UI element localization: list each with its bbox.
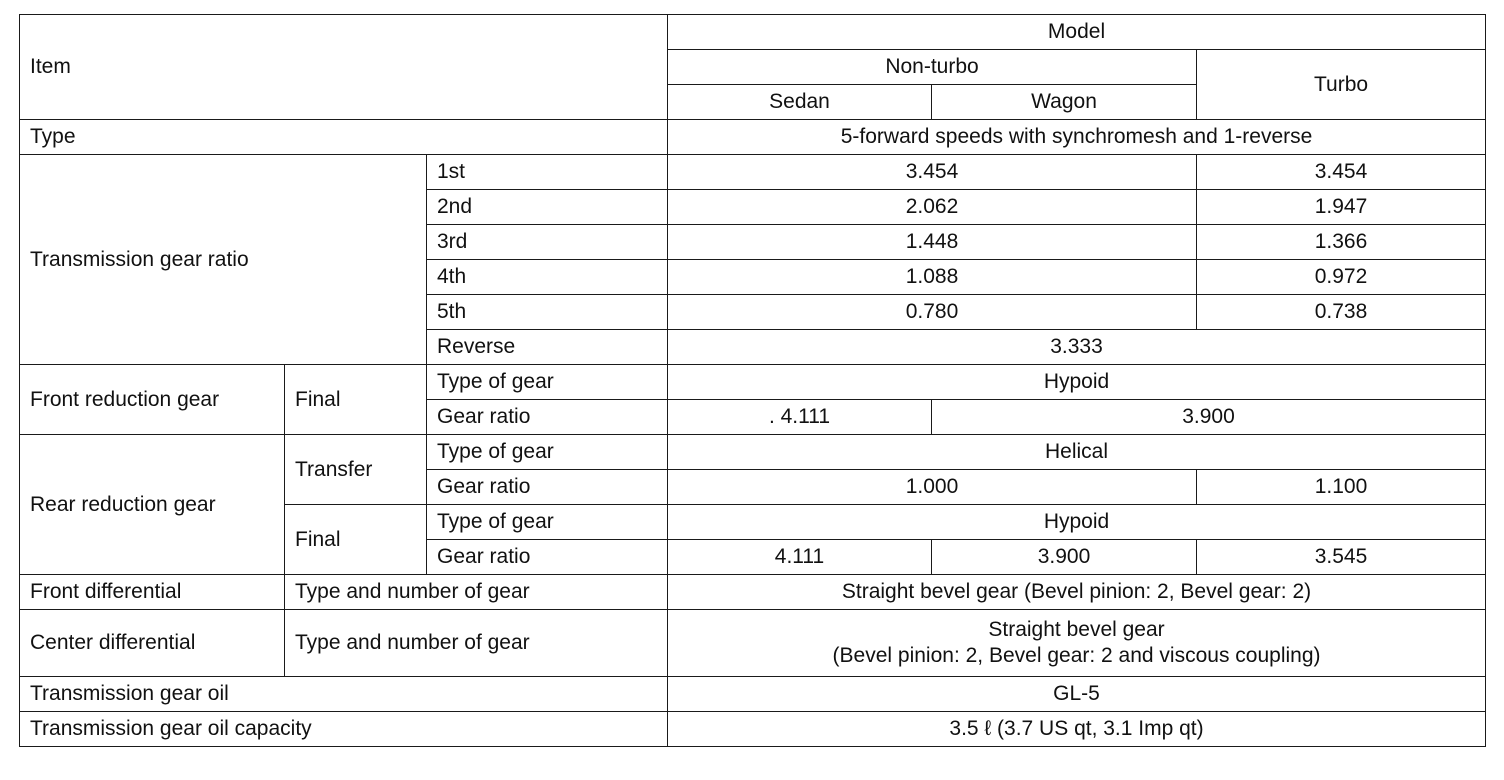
gear-name-cell [427, 190, 668, 225]
header-non-turbo-label: Non-turbo [885, 55, 979, 78]
front-type-of-gear-label-cell [427, 365, 668, 400]
gear-non-turbo-cell [668, 190, 1197, 225]
gear-oil-label-cell [20, 677, 668, 712]
header-non-turbo-cell [668, 50, 1197, 85]
center-differential-label: Center differential [30, 631, 196, 654]
rear-final-type-label-cell [427, 505, 668, 540]
front-differential-value-cell [668, 575, 1486, 610]
gear-oil-capacity-value-cell [668, 712, 1486, 747]
rear-final-cell [285, 505, 427, 575]
reverse-label: Reverse [437, 335, 516, 358]
gear-non-turbo-value: 1.448 [905, 230, 959, 253]
gear-oil-capacity-value: 3.5 ℓ (3.7 US qt, 3.1 Imp qt) [949, 717, 1204, 740]
front-gear-ratio-other-cell [932, 400, 1486, 435]
rear-final-type-value-cell [668, 505, 1486, 540]
gear-non-turbo-value: 1.088 [905, 265, 959, 288]
gear-turbo-value: 3.454 [1314, 160, 1368, 183]
front-gear-ratio-other: 3.900 [1182, 405, 1235, 428]
gear-name: 2nd [437, 195, 473, 218]
gear-oil-capacity-label-cell [20, 712, 668, 747]
gear-non-turbo-value: 3.454 [905, 160, 959, 183]
rear-final-ratio-sedan: 4.111 [774, 545, 825, 568]
front-type-of-gear-value-cell [668, 365, 1486, 400]
gear-turbo-value: 1.366 [1314, 230, 1368, 253]
gear-turbo-cell [1197, 155, 1486, 190]
rear-transfer-ratio-turbo-cell [1197, 470, 1486, 505]
front-gear-ratio-label: Gear ratio [437, 405, 531, 428]
front-reduction-label: Front reduction gear [30, 387, 220, 411]
rear-final-ratio-label: Gear ratio [437, 545, 531, 568]
gear-oil-value: GL-5 [1053, 682, 1100, 705]
gear-name-cell [427, 155, 668, 190]
rear-final-type-label: Type of gear [437, 510, 554, 533]
gear-name-cell [427, 295, 668, 330]
front-differential-label: Front differential [30, 580, 182, 603]
rear-transfer-type-row [20, 435, 1486, 470]
header-sedan-label: Sedan [769, 90, 830, 113]
front-differential-sub-label: Type and number of gear [295, 580, 530, 603]
gear-ratio-row [20, 155, 1486, 190]
center-differential-sub-cell [285, 610, 668, 677]
front-reduction-type-row [20, 365, 1486, 400]
rear-final-ratio-wagon-cell [932, 540, 1197, 575]
gear-non-turbo-cell [668, 225, 1197, 260]
gear-non-turbo-value: 2.062 [905, 195, 959, 218]
type-label-cell [20, 120, 668, 155]
gear-turbo-cell [1197, 190, 1486, 225]
rear-final-ratio-turbo-cell [1197, 540, 1486, 575]
center-differential-value-cell [668, 610, 1486, 677]
rear-transfer-ratio-non-turbo-cell [668, 470, 1197, 505]
rear-transfer-ratio-label: Gear ratio [437, 475, 531, 498]
type-value-cell [668, 120, 1486, 155]
rear-final-type-value: Hypoid [1043, 510, 1110, 533]
rear-final-ratio-label-cell [427, 540, 668, 575]
gear-ratio-label-cell [20, 155, 427, 365]
front-differential-label-cell [20, 575, 285, 610]
rear-transfer-ratio-label-cell [427, 470, 668, 505]
center-differential-sub-label: Type and number of gear [295, 631, 530, 654]
front-differential-row [20, 575, 1486, 610]
center-differential-row [20, 610, 1486, 677]
header-turbo-cell [1197, 50, 1486, 120]
center-differential-value-line1: Straight bevel gear [988, 618, 1165, 641]
type-label: Type [30, 125, 76, 148]
rear-final-label: Final [295, 527, 341, 551]
rear-transfer-ratio-turbo: 1.100 [1314, 475, 1368, 498]
header-item-cell [20, 15, 668, 120]
rear-final-ratio-wagon: 3.900 [1037, 545, 1091, 568]
rear-final-ratio-turbo: 3.545 [1314, 545, 1368, 568]
gear-non-turbo-cell [668, 155, 1197, 190]
front-type-of-gear-value: Hypoid [1043, 370, 1110, 393]
front-type-of-gear-label: Type of gear [437, 370, 554, 393]
header-wagon-label: Wagon [1031, 90, 1097, 113]
gear-turbo-cell [1197, 225, 1486, 260]
center-differential-label-cell [20, 610, 285, 677]
front-differential-sub-cell [285, 575, 668, 610]
rear-transfer-type-label: Type of gear [437, 440, 554, 463]
gear-non-turbo-value: 0.780 [905, 300, 959, 323]
header-sedan-cell [668, 85, 932, 120]
rear-transfer-type-value: Helical [1045, 440, 1109, 463]
gear-oil-capacity-row [20, 712, 1486, 747]
type-row [20, 120, 1486, 155]
gear-oil-value-cell [668, 677, 1486, 712]
gear-turbo-value: 0.972 [1314, 265, 1368, 288]
front-reduction-final-label: Final [295, 387, 341, 411]
front-gear-ratio-label-cell [427, 400, 668, 435]
gear-turbo-value: 1.947 [1314, 195, 1368, 218]
front-gear-ratio-sedan-cell [668, 400, 932, 435]
gear-name-cell [427, 260, 668, 295]
front-reduction-final-cell [285, 365, 427, 435]
rear-reduction-label: Rear reduction gear [30, 492, 216, 516]
header-model-label: Model [1047, 20, 1106, 43]
gear-oil-capacity-label: Transmission gear oil capacity [30, 717, 312, 740]
rear-transfer-label: Transfer [295, 457, 373, 481]
header-model-cell [668, 15, 1486, 50]
rear-transfer-ratio-non-turbo: 1.000 [905, 475, 959, 498]
rear-transfer-type-label-cell [427, 435, 668, 470]
reverse-value-cell [668, 330, 1486, 365]
gear-non-turbo-cell [668, 295, 1197, 330]
gear-oil-label: Transmission gear oil [30, 682, 229, 705]
rear-transfer-type-value-cell [668, 435, 1486, 470]
type-value: 5-forward speeds with synchromesh and 1-reverse [840, 125, 1313, 148]
gear-non-turbo-cell [668, 260, 1197, 295]
reverse-value: 3.333 [1050, 335, 1103, 358]
gear-name: 5th [437, 300, 467, 323]
front-reduction-label-cell [20, 365, 285, 435]
header-turbo-label: Turbo [1313, 72, 1369, 96]
gear-turbo-value: 0.738 [1314, 300, 1368, 323]
reverse-label-cell [427, 330, 668, 365]
transmission-spec-table [19, 14, 1486, 747]
gear-name: 4th [437, 265, 467, 288]
gear-name: 1st [437, 160, 466, 183]
front-differential-value: Straight bevel gear (Bevel pinion: 2, Bevel gear: 2) [841, 580, 1312, 603]
header-wagon-cell [932, 85, 1197, 120]
gear-name-cell [427, 225, 668, 260]
header-row-model [20, 15, 1486, 50]
gear-name: 3rd [437, 230, 468, 253]
header-item-label: Item [30, 55, 71, 78]
front-gear-ratio-sedan: . 4.111 [768, 405, 831, 428]
gear-oil-row [20, 677, 1486, 712]
gear-turbo-cell [1197, 260, 1486, 295]
gear-ratio-label: Transmission gear ratio [30, 247, 249, 271]
rear-reduction-label-cell [20, 435, 285, 575]
rear-transfer-cell [285, 435, 427, 505]
gear-turbo-cell [1197, 295, 1486, 330]
rear-final-ratio-sedan-cell [668, 540, 932, 575]
center-differential-value-line2: (Bevel pinion: 2, Bevel gear: 2 and viscous coupling) [832, 644, 1321, 667]
